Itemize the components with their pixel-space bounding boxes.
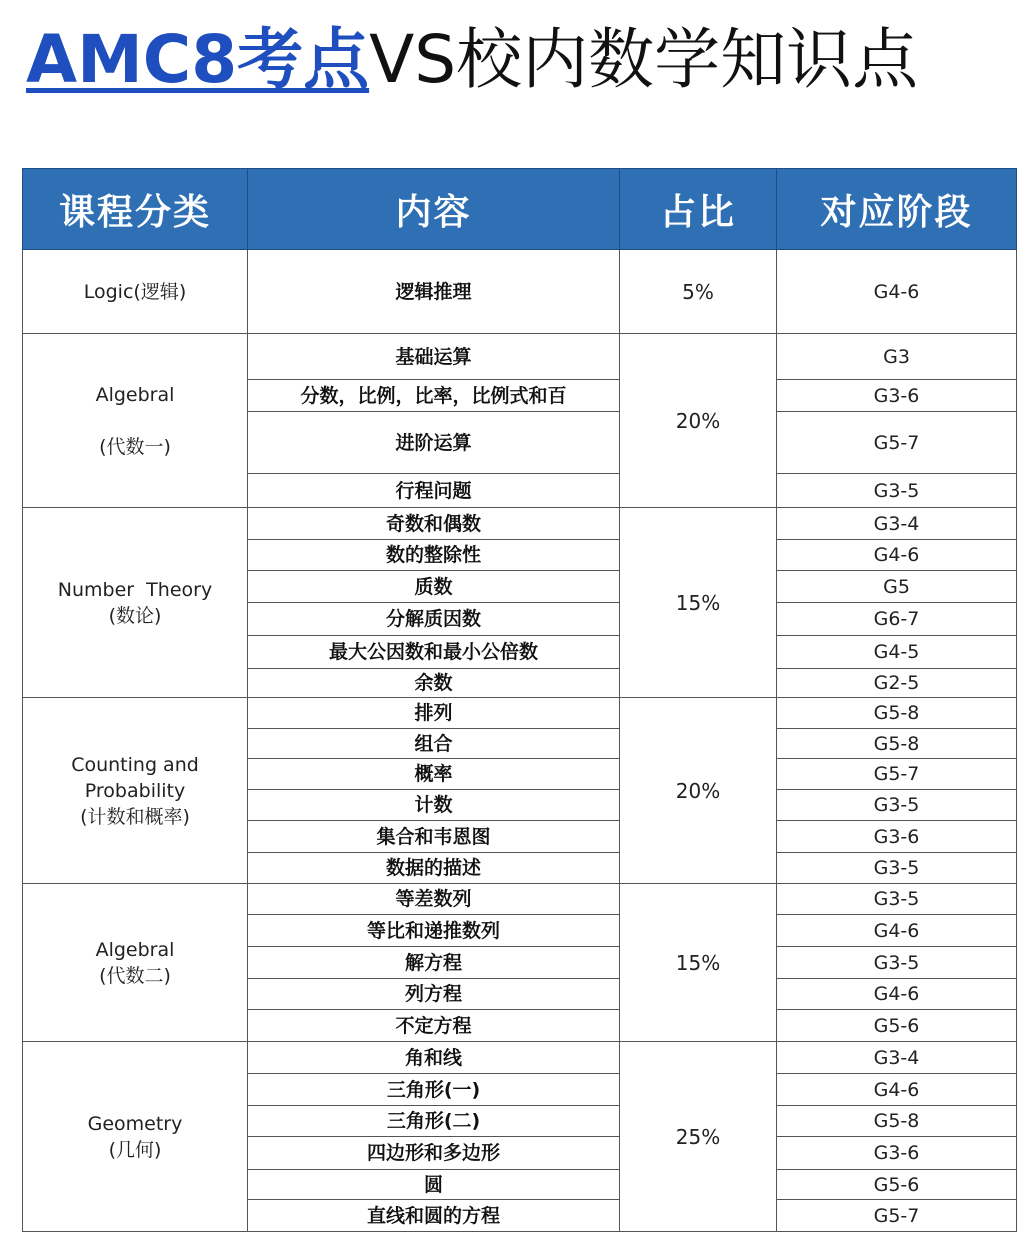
topic-cell: 基础运算	[248, 334, 620, 380]
category-line	[23, 408, 247, 434]
table-row	[23, 698, 1017, 729]
grade-cell: G3-5	[777, 474, 1017, 508]
category-line: (数论)	[108, 604, 162, 627]
category-cell	[23, 508, 248, 698]
topic-cell: 三角形(一)	[248, 1074, 620, 1106]
topic-cell: 奇数和偶数	[248, 508, 620, 540]
grade-cell: G5-8	[777, 1106, 1017, 1137]
topic-cell: 进阶运算	[248, 412, 620, 474]
category-cell	[23, 1042, 248, 1232]
grade-cell: G3-5	[777, 853, 1017, 884]
category-line: Number Theory	[57, 578, 213, 601]
topic-cell: 分解质因数	[248, 603, 620, 636]
grade-cell: G3-6	[777, 821, 1017, 853]
grade-cell: G3-5	[777, 884, 1017, 915]
knowledge-table	[22, 168, 1017, 1232]
topic-cell: 等差数列	[248, 884, 620, 915]
grade-cell: G3-5	[777, 790, 1017, 821]
grade-cell: G3-4	[777, 1042, 1017, 1074]
header-category: 课程分类	[23, 169, 248, 250]
category-line: Geometry	[87, 1112, 183, 1135]
category-line: (代数一)	[99, 435, 171, 458]
table-row	[23, 884, 1017, 915]
topic-cell: 解方程	[248, 947, 620, 979]
grade-cell: G4-6	[777, 979, 1017, 1010]
topic-cell: 圆	[248, 1170, 620, 1200]
header-content: 内容	[248, 169, 620, 250]
topic-cell: 直线和圆的方程	[248, 1200, 620, 1232]
category-cell	[23, 334, 248, 508]
topic-cell: 数的整除性	[248, 540, 620, 571]
category-line: Counting and	[71, 753, 199, 776]
topic-cell: 三角形(二)	[248, 1106, 620, 1137]
grade-cell: G5-7	[777, 759, 1017, 790]
grade-cell: G6-7	[777, 603, 1017, 636]
grade-cell: G3-5	[777, 947, 1017, 979]
header-stage: 对应阶段	[777, 169, 1017, 250]
grade-cell: G5-6	[777, 1010, 1017, 1042]
table-row	[23, 334, 1017, 380]
category-cell	[23, 698, 248, 884]
grade-cell: G3-6	[777, 1137, 1017, 1170]
category-line: Logic(逻辑)	[83, 280, 187, 303]
percent-cell: 5%	[620, 250, 777, 334]
percent-cell: 15%	[620, 884, 777, 1042]
grade-cell: G3	[777, 334, 1017, 380]
topic-cell: 质数	[248, 571, 620, 603]
table-row	[23, 250, 1017, 334]
category-line: Algebral	[95, 938, 175, 961]
topic-cell: 逻辑推理	[248, 250, 620, 334]
header-percent: 占比	[620, 169, 777, 250]
topic-cell: 最大公因数和最小公倍数	[248, 636, 620, 669]
grade-cell: G5-8	[777, 698, 1017, 729]
topic-cell: 集合和韦恩图	[248, 821, 620, 853]
grade-cell: G3-6	[777, 380, 1017, 412]
grade-cell: G5-6	[777, 1170, 1017, 1200]
percent-cell: 15%	[620, 508, 777, 698]
grade-cell: G5-8	[777, 729, 1017, 759]
page-title	[26, 18, 918, 102]
grade-cell: G4-6	[777, 250, 1017, 334]
grade-cell: G2-5	[777, 669, 1017, 698]
topic-cell: 数据的描述	[248, 853, 620, 884]
grade-cell: G5	[777, 571, 1017, 603]
table-body	[23, 250, 1017, 1232]
grade-cell: G4-6	[777, 1074, 1017, 1106]
topic-cell: 排列	[248, 698, 620, 729]
topic-cell: 列方程	[248, 979, 620, 1010]
category-cell	[23, 250, 248, 334]
category-line: (几何)	[108, 1138, 162, 1161]
table-row	[23, 508, 1017, 540]
topic-cell: 等比和递推数列	[248, 915, 620, 947]
category-line: (代数二)	[99, 964, 171, 987]
percent-cell: 20%	[620, 334, 777, 508]
category-cell	[23, 884, 248, 1042]
percent-cell: 25%	[620, 1042, 777, 1232]
table-row	[23, 1042, 1017, 1074]
topic-cell: 余数	[248, 669, 620, 698]
grade-cell: G5-7	[777, 412, 1017, 474]
topic-cell: 计数	[248, 790, 620, 821]
topic-cell: 分数，比例，比率，比例式和百	[248, 380, 620, 412]
topic-cell: 四边形和多边形	[248, 1137, 620, 1170]
topic-cell: 概率	[248, 759, 620, 790]
category-line: Algebral	[95, 383, 175, 406]
title-rest: VS校内数学知识点	[369, 21, 919, 98]
topic-cell: 不定方程	[248, 1010, 620, 1042]
grade-cell: G4-5	[777, 636, 1017, 669]
grade-cell: G4-6	[777, 915, 1017, 947]
category-line: (计数和概率)	[80, 805, 190, 828]
grade-cell: G3-4	[777, 508, 1017, 540]
grade-cell: G4-6	[777, 540, 1017, 571]
table-header	[23, 169, 1017, 250]
grade-cell: G5-7	[777, 1200, 1017, 1232]
topic-cell: 组合	[248, 729, 620, 759]
topic-cell: 行程问题	[248, 474, 620, 508]
topic-cell: 角和线	[248, 1042, 620, 1074]
title-highlight: AMC8考点	[26, 21, 370, 98]
percent-cell: 20%	[620, 698, 777, 884]
category-line: Probability	[84, 779, 186, 802]
